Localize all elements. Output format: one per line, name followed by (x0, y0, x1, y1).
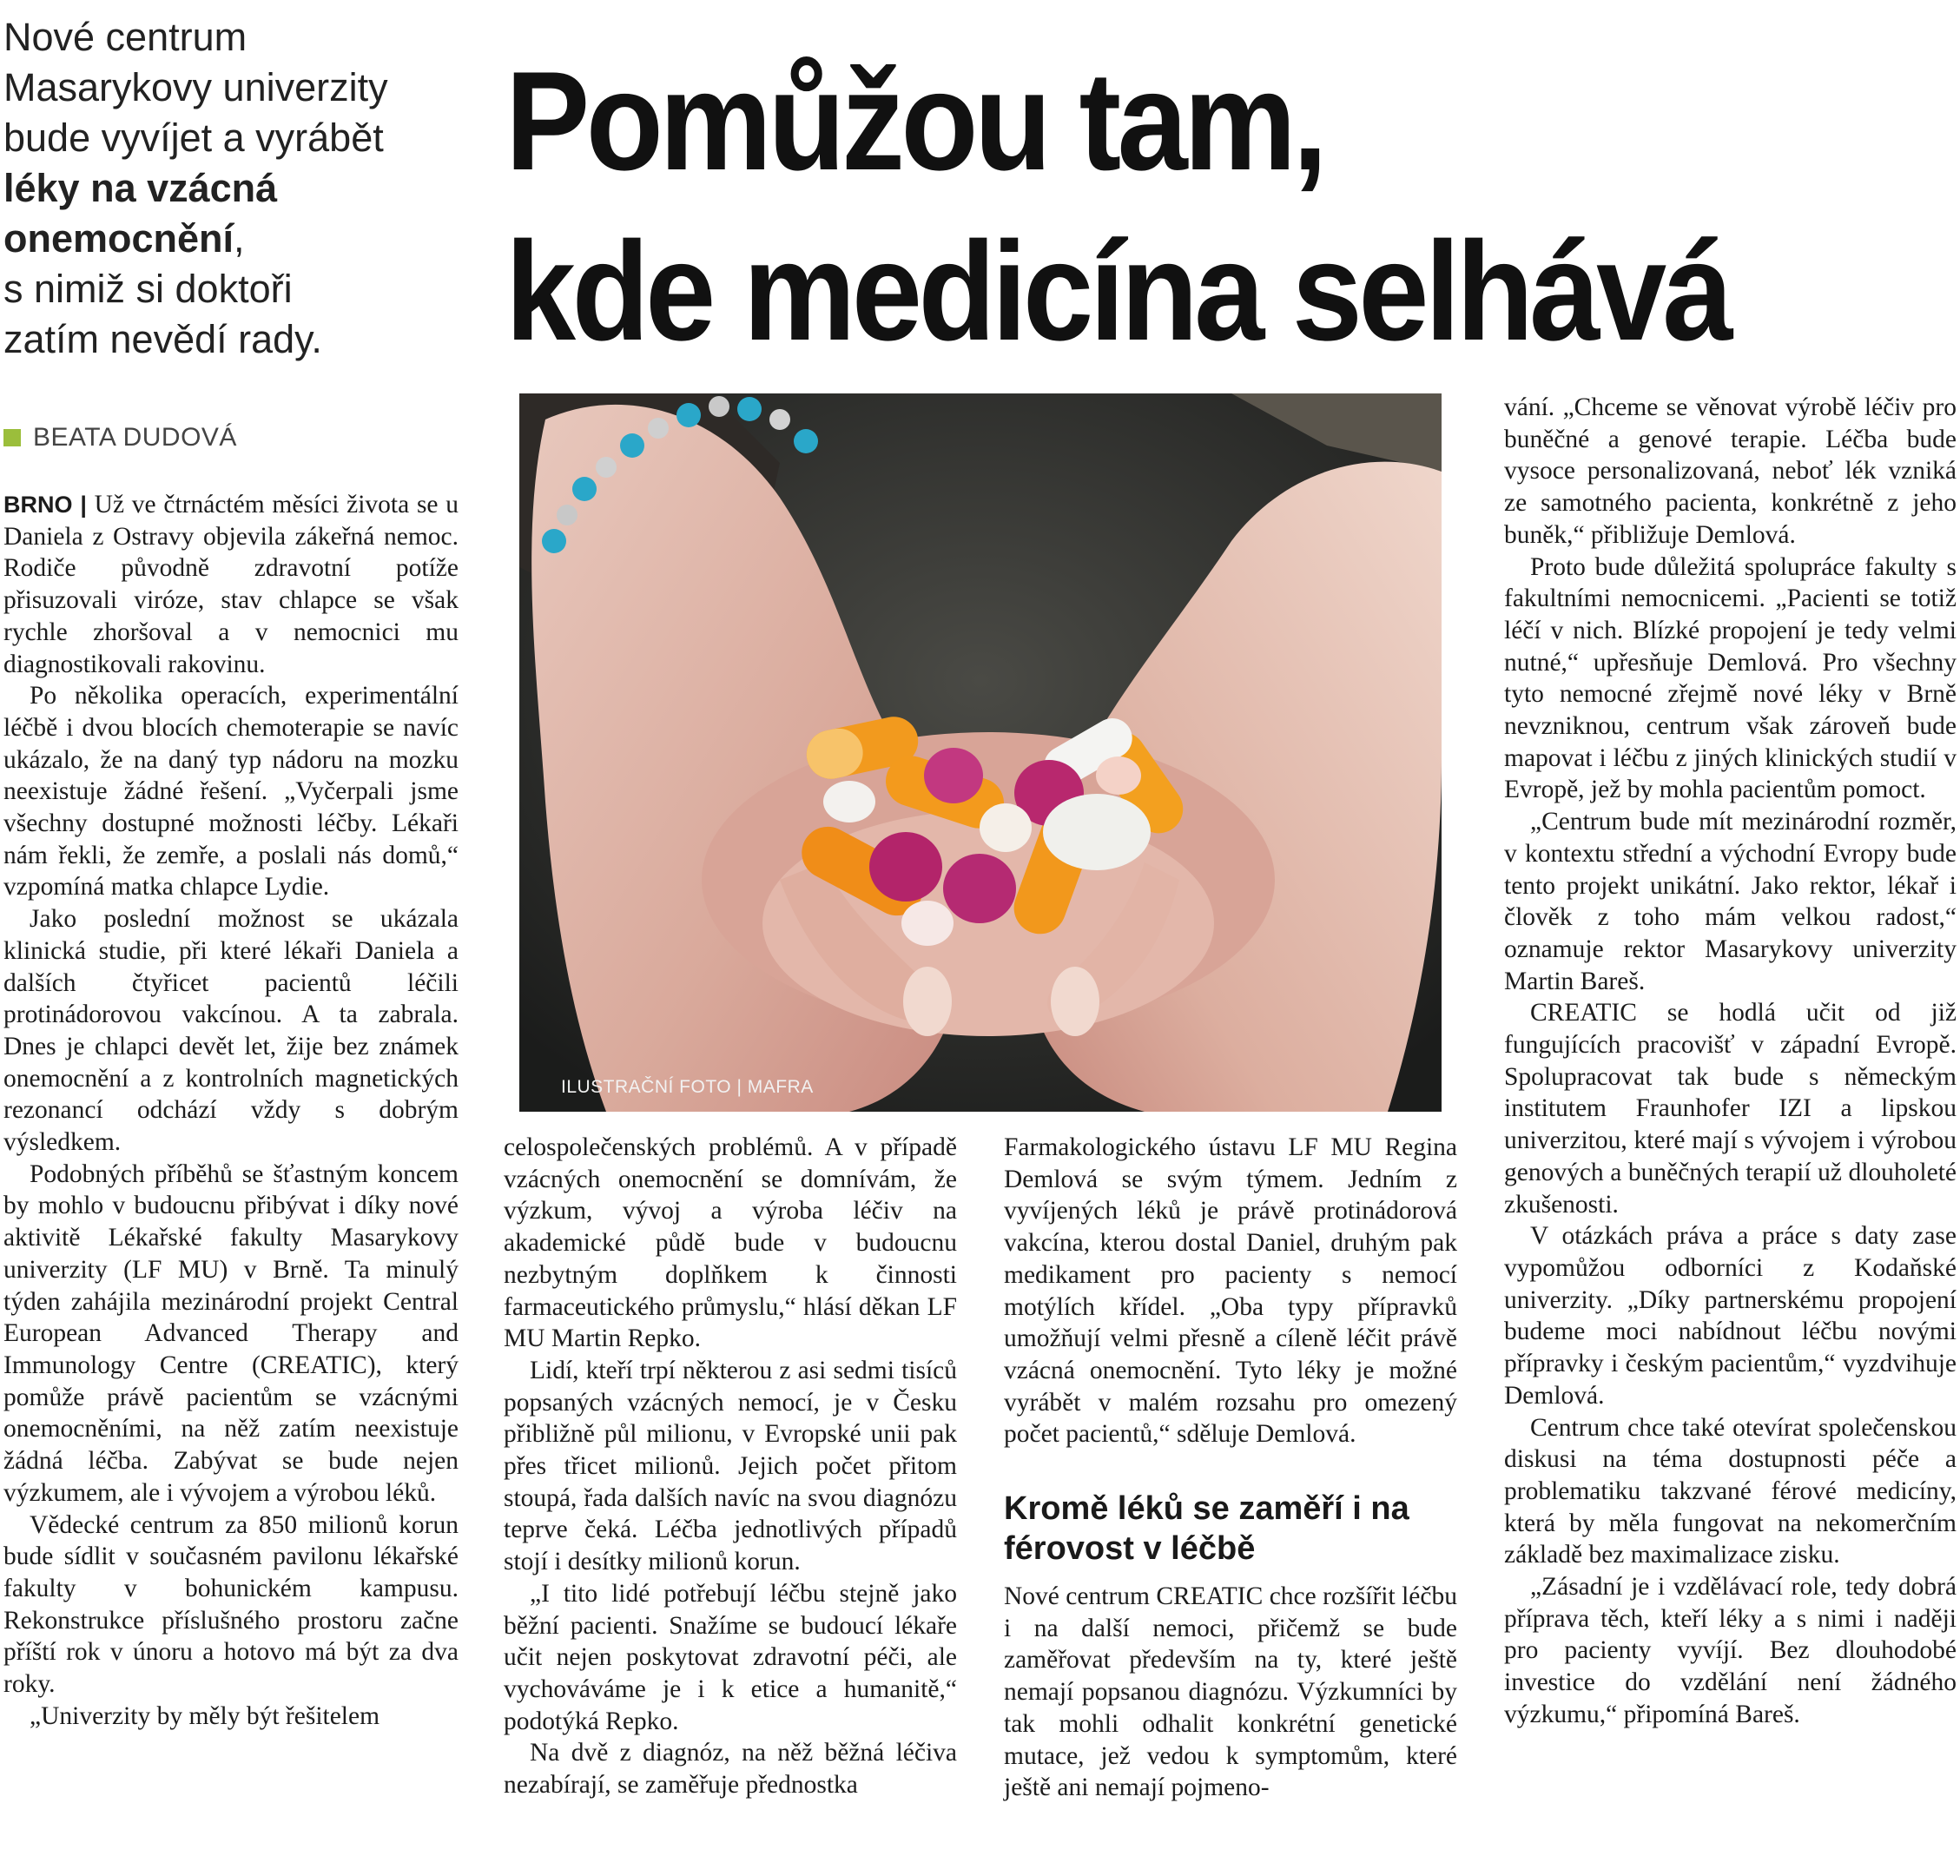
photo-credit: ILUSTRAČNÍ FOTO | MAFRA (561, 1077, 814, 1097)
paragraph: CREATIC se hodlá učit od již fungujících pracovišť v západní Evropě. Spolupracovat tak bude s německým institutem Fraunhofer IZI a lipskou univerzitou, které mají s vývojem i výrobou genových a buněčných terapií už dlouholeté zkušenosti. (1504, 999, 1957, 1219)
paragraph: V otázkách práva a práce s daty zase vypomůžou odborníci z Kodaňské univerzity. „Díky partnerskému propojení budeme moci nabídnout léčbu novými přípravky i českým pacientům,“ vyzdvihuje Demlová. (1504, 1222, 1957, 1410)
paragraph (3, 489, 459, 680)
article-deck (3, 12, 472, 365)
paragraph-text: Už ve čtrnáctém měsíci života se u Daniela z Ostravy objevila zákeřná nemoc. Rodiče původně zdravotní potíže přisuzovali viróze, stav chlapce se však rychle zhoršoval a v nemocnici mu diagnostikovali rakovinu. (3, 491, 459, 678)
paragraph: Po několika operacích, experimentální léčbě i dvou blocích chemoterapie se navíc ukázalo, že na daný typ nádoru na mozku neexistuje žádné řešení. „Vyčerpali jsme všechny dostupné možnosti léčby. Lékaři nám řekli, že zemře, a poslali nás domů,“ vzpomíná matka chlapce Lydie. (3, 682, 459, 902)
article-column-4 (1504, 392, 1957, 1731)
paragraph: Centrum chce také otevírat společenskou diskusi na téma dostupnosti péče a problematiku takzvané férové medicíny, která by měla fungovat na nekomerčním základě bez maximalizace zisku. (1504, 1413, 1957, 1569)
byline (3, 423, 237, 452)
dateline: BRNO | (3, 492, 87, 518)
article-column-2 (504, 1132, 957, 1801)
paragraph: Vědecké centrum za 850 milionů korun bude sídlit v současném pavilonu lékařské fakulty v bohunickém kampusu. Rekonstrukce příslušného prostoru začne příští rok v únoru a hotovo má být za dva roky. (3, 1510, 459, 1699)
paragraph: Lidí, kteří trpí některou z asi sedmi tisíců popsaných vzácných nemocí, je v Česku přibližně půl milionu, v Evropské unii pak přes třicet milionů. Jejich počet přitom stoupá, řada dalších navíc na svou diagnózu teprve čeká. Léčba jednotlivých případů stojí i desítky milionů korun. (504, 1356, 957, 1576)
deck-line: s nimiž si doktoři (3, 267, 293, 311)
paragraph: Jako poslední možnost se ukázala klinická studie, při které lékaři Daniela a dalších čtyřicet pacientů léčili protinádorovou vakcínou. A ta zabrala. Dnes je chlapci devět let, žije bez známek onemocnění a z kontrolních magnetických rezonancí odchází vždy s dobrým výsledkem. (3, 905, 459, 1157)
deck-bold: léky na vzácná (3, 166, 278, 210)
deck-bold: onemocnění (3, 216, 234, 261)
paragraph: Farmakologického ústavu LF MU Regina Demlová se svým týmem. Jedním z vyvíjených léků je právě protinádorová vakcína, kterou dostal Daniel, druhým pak medikament pro pacienty s nemocí motýlích křídel. „Oba typy přípravků umožňují velmi přesně a cíleně léčit právě vzácná onemocnění. Tyto léky je možné vyrábět v malém rozsahu pro omezený počet pacientů,“ sděluje Demlová. (1004, 1133, 1457, 1449)
paragraph: Proto bude důležitá spolupráce fakulty s fakultními nemocnicemi. „Pacienti se totiž léčí v nich. Blízké propojení je tedy velmi nutné,“ upřesňuje Demlová. Pro všechny tyto nemocné zřejmě nové léky v Brně nevzniknou, centrum však zároveň bude mapovat i léčbu z jiných klinických studií v Evropě, jež by mohla pacientům pomoct. (1504, 552, 1957, 804)
headline (505, 36, 1803, 377)
deck-comma: , (234, 216, 245, 261)
paragraph: Na dvě z diagnóz, na něž běžná léčiva nezabírají, se zaměřuje přednostka (504, 1739, 957, 1800)
paragraph: celospolečenských problémů. A v případě vzácných onemocnění se domnívám, že výzkum, vývoj a výroba léčiv na akademické půdě bude v budoucnu nezbytným doplňkem k činnosti farmaceutického průmyslu,“ hlásí děkan LF MU Martin Repko. (504, 1133, 957, 1353)
paragraph: „Univerzity by měly být řešitelem (30, 1701, 380, 1730)
paragraph: „Centrum bude mít mezinárodní rozměr, v kontextu střední a východní Evropy bude tento projekt unikátní. Jako rektor, lékař i člověk z toho mám velkou radost,“ oznamuje rektor Masarykovy univerzity Martin Bareš. (1504, 808, 1957, 995)
article-photo (519, 393, 1442, 1112)
paragraph: „Zásadní je i vzdělávací role, tedy dobrá příprava těch, kteří léky a s nimi i naději pro pacienty vyvíjí. Bez dlouhodobé investice do vzdělání není žádného výzkumu,“ připomíná Bareš. (1504, 1573, 1957, 1728)
article-column-3 (1004, 1132, 1457, 1804)
paragraph: Nové centrum CREATIC chce rozšířit léčbu i na další nemoci, přičemž se bude zaměřovat především na ty, které ještě nemají popsanou diagnózu. Výzkumníci by tak mohli odhalit konkrétní genetické mutace, jež vedou k symptomům, které ještě ani nemají pojmeno- (1004, 1582, 1457, 1802)
paragraph: vání. „Chceme se věnovat výrobě léčiv pro buněčné a genové terapie. Léčba bude vysoce personalizovaná, neboť lék vzniká ze samotného pacienta, konkrétně z jeho buněk,“ přibližuje Demlová. (1504, 393, 1957, 549)
article-column-1 (3, 489, 459, 1732)
deck-line: bude vyvíjet a vyrábět (3, 116, 384, 160)
paragraph: „I tito lidé potřebují léčbu stejně jako běžní pacienti. Snažíme se budoucí lékaře učit nejen poskytovat zdravotní péči, ale vychováváme je i k etice a humanitě,“ podotýká Repko. (504, 1579, 957, 1735)
deck-line: Masarykovy univerzity (3, 65, 388, 109)
headline-line-1: Pomůžou tam, (505, 43, 1324, 200)
author-name: BEATA DUDOVÁ (33, 423, 237, 452)
deck-line: zatím nevědí rady. (3, 317, 322, 361)
headline-line-2: kde medicína selhává (505, 213, 1730, 370)
deck-line: Nové centrum (3, 15, 247, 59)
hands-with-pills-illustration (519, 393, 1442, 1112)
paragraph: Podobných příběhů se šťastným koncem by mohlo v budoucnu přibývat i díky nové aktivitě Lékařské fakulty Masarykovy univerzity (LF MU) v Brně. Ta minulý týden zahájila mezinárodní projekt Central European Advanced Therapy and Immunology Centre (CREATIC), který pomůže právě pacientům se vzácnými onemocněními, na něž zatím neexistuje žádná léčba. Zabývat se bude nejen výzkumem, ale i vývojem a výrobou léků. (3, 1159, 459, 1507)
subheading: Kromě léků se zaměří i na férovost v léčbě (1004, 1490, 1409, 1568)
byline-square-icon (3, 429, 21, 446)
